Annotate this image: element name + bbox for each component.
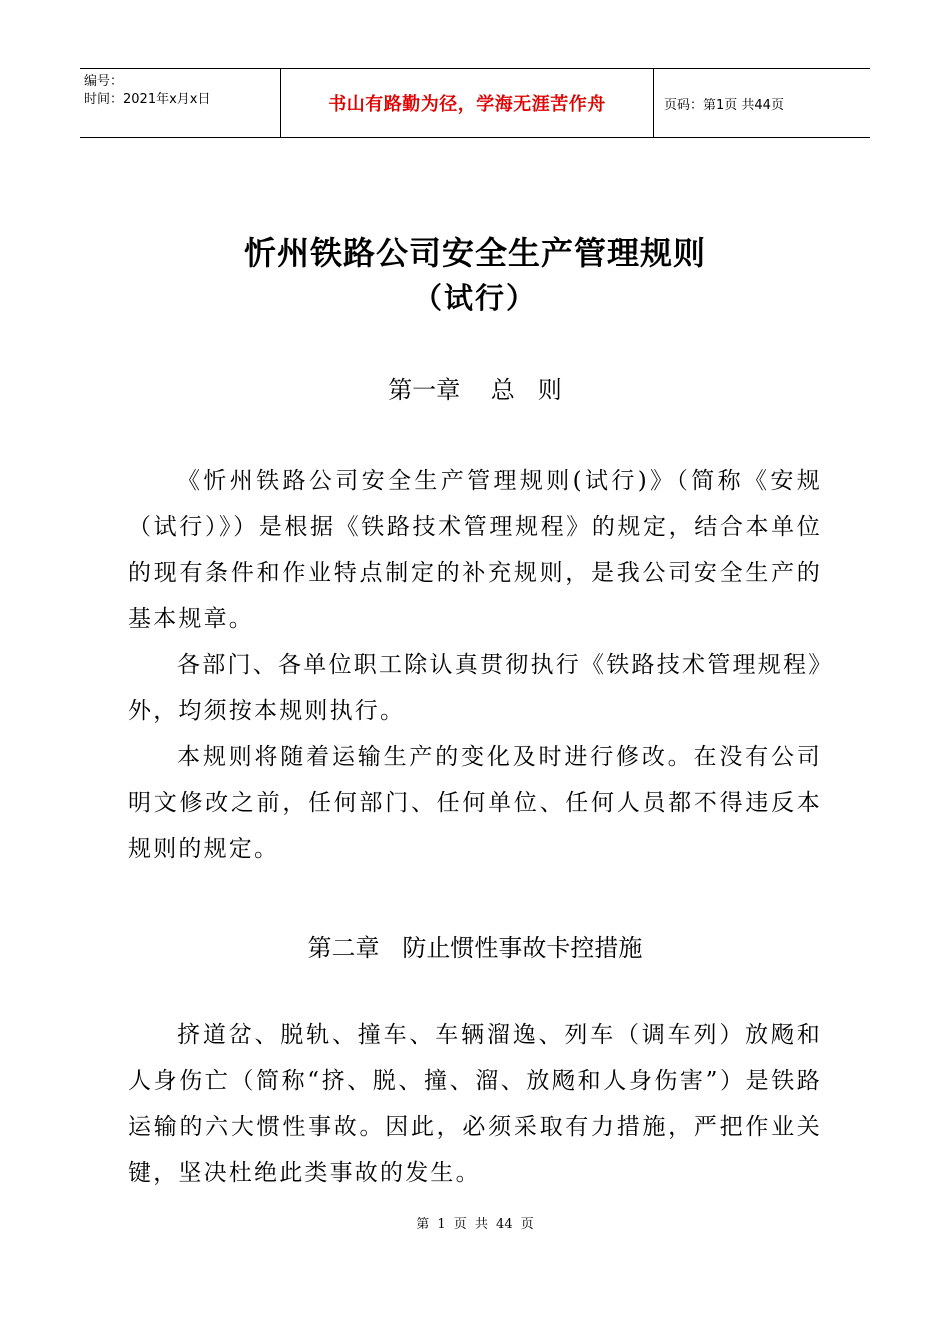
document-subtitle: （试行） (412, 281, 537, 315)
header-meta-cell (80, 69, 281, 137)
page-footer: 第 1 页 共 44 页 (416, 1217, 534, 1232)
chapter-2-heading: 第二章 防止惯性事故卡控措施 (307, 934, 643, 962)
document-number-label: 编号： (84, 74, 124, 89)
chapter-1-paragraph: 本规则将随着运输生产的变化及时进行修改。在没有公司明文修改之前，任何部门、任何单位、任何人员都不得违反本规则的规定。 (128, 744, 822, 862)
chapter-1-paragraph: 各部门、各单位职工除认真贯彻执行《铁路技术管理规程》外，均须按本规则执行。 (128, 652, 822, 724)
chapter-2-paragraph: 挤道岔、脱轨、撞车、车辆溜逸、列车（调车列）放飏和人身伤亡（简称“挤、脱、撞、溜、放飏和人身伤害”）是铁路运输的六大惯性事故。因此，必须采取有力措施，严把作业关键，坚决杜绝此类事故的发生。 (128, 1022, 822, 1186)
chapter-1-paragraph: 《忻州铁路公司安全生产管理规则(试行)》（简称《安规（试行）》）是根据《铁路技术管理规程》的规定，结合本单位的现有条件和作业特点制定的补充规则，是我公司安全生产的基本规章。 (128, 468, 822, 632)
header-page-info: 页码：第1页 共44页 (664, 97, 784, 113)
header-table (80, 68, 870, 138)
document-title: 忻州铁路公司安全生产管理规则 (243, 234, 706, 272)
chapter-1-heading: 第一章 总 则 (388, 376, 562, 404)
header-motto: 书山有路勤为径，学海无涯苦作舟 (281, 69, 654, 137)
document-time-label: 时间：2021年x月x日 (84, 92, 211, 107)
